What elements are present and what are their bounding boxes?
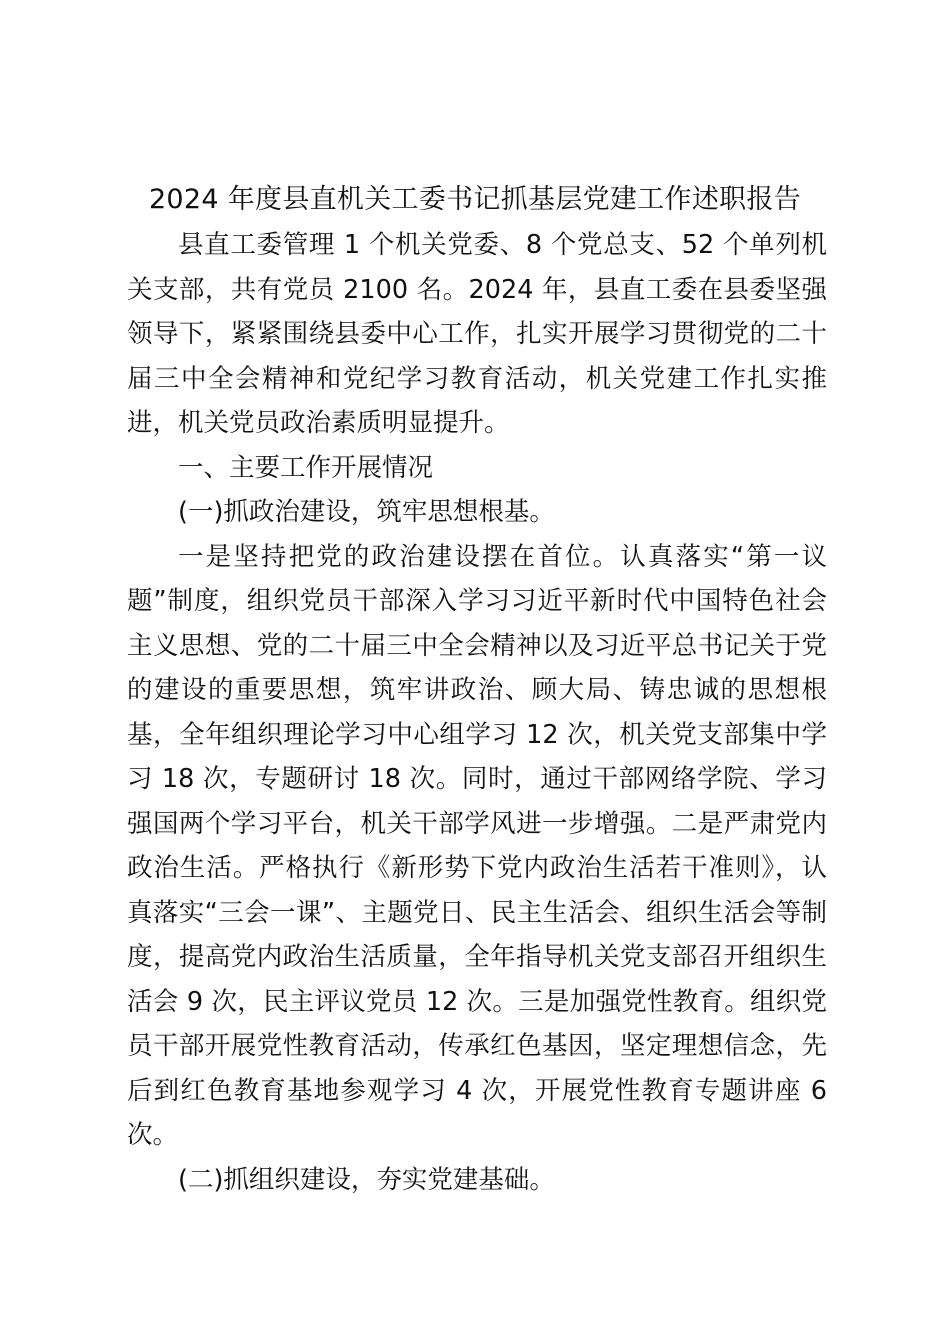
subsection-heading-political: (一)抓政治建设，筑牢思想根基。 [178, 497, 555, 527]
political-building-paragraph: 一是坚持把党的政治建设摆在首位。认真落实“第一议题”制度，组织党员干部深入学习习近平新时代中国特色社会主义思想、党的二十届三中全会精神以及习近平总书记关于党的建设的重要思想，筑牢讲政治、顾大局、铸忠诚的思想根基，全年组织理论学习中心组学习 12 次，机关党支部集中学习 18 次，专题研讨 18 次。同时，通过干部网络学院、学习强国两个学习平台，机关干部学风进一步增强。二是严肃党内政治生活。严格执行《新形势下党内政治生活若干准则》，认真落实“三会一课”、主题党日、民主生活会、组织生活会等制度，提高党内政治生活质量，全年指导机关党支部召开组织生活会 9 次，民主评议党员 12 次。三是加强党性教育。组织党员干部开展党性教育活动，传承红色基因，坚定理想信念，先后到红色教育基地参观学习 4 次，开展党性教育专题讲座 6 次。 [127, 541, 827, 1150]
intro-paragraph: 县直工委管理 1 个机关党委、8 个党总支、52 个单列机关支部，共有党员 2100 名。2024 年，县直工委在县委坚强领导下，紧紧围绕县委中心工作，扎实开展学习贯彻党的二十届三中全会精神和党纪学习教育活动，机关党建工作扎实推进，机关党员政治素质明显提升。 [127, 230, 827, 438]
document-title: 2024 年度县直机关工委书记抓基层党建工作述职报告 [148, 184, 802, 215]
subsection-heading-organization: (二)抓组织建设，夯实党建基础。 [178, 1164, 555, 1195]
section-heading-main-work: 一、主要工作开展情况 [178, 452, 434, 483]
document-body [127, 223, 827, 1202]
